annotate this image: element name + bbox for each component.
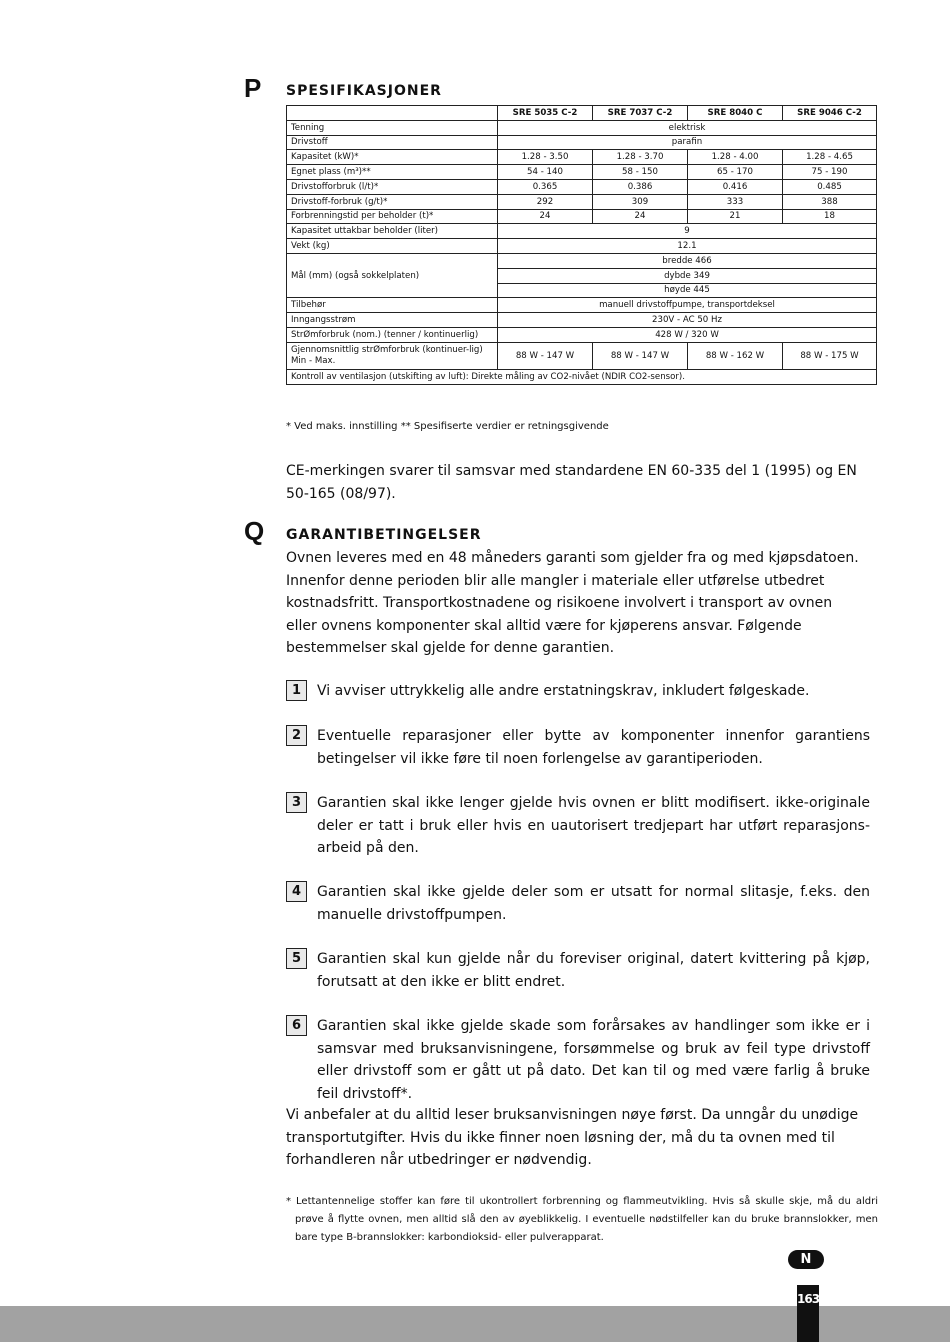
row-value: 1.28 - 3.50 [498,150,593,165]
row-label: Gjennomsnittlig strØmforbruk (kontinuer-lig) Min - Max. [287,342,498,369]
row-value: parafin [498,135,877,150]
section-letter-q: Q [244,516,265,546]
table-row [287,120,877,135]
table-row [287,209,877,224]
row-label: Kapasitet (kW)* [287,150,498,165]
row-label: Drivstoff-forbruk (g/t)* [287,194,498,209]
row-value: 24 [593,209,688,224]
row-value: 88 W - 162 W [688,342,783,369]
section-heading-garantibetingelser: GARANTIBETINGELSER [286,527,482,543]
page-number: 163 [797,1285,819,1342]
item-text: Eventuelle reparasjoner eller bytte av komponenter innenfor garantiens betingelser vil ikke føre til noen forlengelse av garantiperioden. [317,728,870,767]
row-value: 75 - 190 [783,165,877,180]
table-row [287,342,877,369]
table-header-model: SRE 8040 C [688,106,783,121]
table-row [287,179,877,194]
row-value: 18 [783,209,877,224]
row-label: Tenning [287,120,498,135]
list-item [286,948,870,993]
row-value: 54 - 140 [498,165,593,180]
flammable-footnote: * Lettantennelige stoffer kan føre til ukontrollert forbrenning og flammeutvikling. Hvis så skulle skje, må du aldri prøve å flytte ovnen, men alltid slå den av øyeblikkelig. I eventuelle nødstilfeller kan du bruke brannslokker, men bare type B-brannslokker: karbondioksid- eller pulverapparat. [286,1196,878,1243]
specifications-table [286,105,877,385]
row-label: Forbrenningstid per beholder (t)* [287,209,498,224]
row-label: Drivstofforbruk (l/t)* [287,179,498,194]
list-item [286,881,870,926]
row-value: 333 [688,194,783,209]
table-header-model: SRE 5035 C-2 [498,106,593,121]
row-value: 388 [783,194,877,209]
row-value: 0.365 [498,179,593,194]
warranty-intro: Ovnen leveres med en 48 måneders garanti som gjelder fra og med kjøpsdatoen. Innenfor denne perioden blir alle mangler i materiale eller utførelse utbedret kostnadsfritt. Transportkostnadene og risikoene involvert i transport av ovnen eller ovnens komponenter skal alltid være for kjøperens ansvar. Følgende bestemmelser skal gjelde for denne garantien. [286,550,859,656]
row-value: 12.1 [498,239,877,254]
closing-paragraph: Vi anbefaler at du alltid leser bruksanvisningen nøye først. Da unngår du unødige transportutgifter. Hvis du ikke finner noen løsning der, må du ta ovnen med til forhandleren når utbedringer er nødvendig. [286,1107,859,1168]
row-value: 88 W - 175 W [783,342,877,369]
row-value: bredde 466 [498,253,877,268]
table-row [287,194,877,209]
row-value: 1.28 - 4.00 [688,150,783,165]
row-value: 24 [498,209,593,224]
item-number: 2 [286,725,307,746]
table-row [287,239,877,254]
table-row [287,150,877,165]
table-row [287,313,877,328]
item-text: Garantien skal ikke gjelde skade som forårsakes av handlinger som ikke er i samsvar med bruksanvisningene, forsømmelse og bruk av feil type drivstoff eller drivstoff som er gått ut på dato. Det kan til og med være farlig å bruke feil drivstoff*. [317,1018,870,1102]
item-number: 3 [286,792,307,813]
row-value: manuell drivstoffpumpe, transportdeksel [498,298,877,313]
list-item [286,1015,870,1105]
table-row [287,369,877,384]
row-value: 58 - 150 [593,165,688,180]
table-row [287,298,877,313]
list-item [286,680,870,703]
row-label: Drivstoff [287,135,498,150]
table-row [287,224,877,239]
item-number: 1 [286,680,307,701]
item-text: Garantien skal kun gjelde når du foreviser original, datert kvittering på kjøp, forutsatt at den ikke er blitt endret. [317,951,870,990]
row-value: 9 [498,224,877,239]
item-number: 6 [286,1015,307,1036]
row-value: 230V - AC 50 Hz [498,313,877,328]
row-value: 21 [688,209,783,224]
row-value: 0.386 [593,179,688,194]
table-header-model: SRE 9046 C-2 [783,106,877,121]
section-letter-p: P [244,73,262,103]
table-row [287,327,877,342]
row-value: 65 - 170 [688,165,783,180]
row-value: 309 [593,194,688,209]
item-text: Garantien skal ikke lenger gjelde hvis ovnen er blitt modifisert. ikke-originale deler er tatt i bruk eller hvis en uautorisert tredjepart har utført reparasjons-arbeid på den. [317,795,870,856]
language-badge: N [788,1250,824,1269]
row-value: 1.28 - 4.65 [783,150,877,165]
row-label: StrØmforbruk (nom.) (tenner / kontinuerlig) [287,327,498,342]
section-heading-spesifikasjoner: SPESIFIKASJONER [286,83,442,99]
item-text: Vi avviser uttrykkelig alle andre erstatningskrav, inkludert følgeskade. [317,683,810,699]
row-value: 292 [498,194,593,209]
row-value: 88 W - 147 W [593,342,688,369]
row-label: Inngangsstrøm [287,313,498,328]
row-value: dybde 349 [498,268,877,283]
row-value: høyde 445 [498,283,877,298]
table-header-row [287,106,877,121]
list-item [286,792,870,860]
table-header-empty [287,106,498,121]
row-value: 428 W / 320 W [498,327,877,342]
row-label: Kontroll av ventilasjon (utskifting av luft): Direkte måling av CO2-nivået (NDIR CO2-sensor). [287,369,877,384]
row-label: Egnet plass (m³)** [287,165,498,180]
row-value: 0.416 [688,179,783,194]
table-row [287,135,877,150]
item-text: Garantien skal ikke gjelde deler som er utsatt for normal slitasje, f.eks. den manuelle drivstoffpumpen. [317,884,870,923]
table-header-model: SRE 7037 C-2 [593,106,688,121]
item-number: 5 [286,948,307,969]
row-label: Mål (mm) (også sokkelplaten) [287,253,498,297]
table-row [287,253,877,268]
table-row [287,165,877,180]
row-value: 88 W - 147 W [498,342,593,369]
row-label: Vekt (kg) [287,239,498,254]
table-footnote: * Ved maks. innstilling ** Spesifiserte verdier er retningsgivende [286,421,609,432]
item-number: 4 [286,881,307,902]
row-value: 1.28 - 3.70 [593,150,688,165]
row-value: 0.485 [783,179,877,194]
row-label: Tilbehør [287,298,498,313]
row-label: Kapasitet uttakbar beholder (liter) [287,224,498,239]
row-value: elektrisk [498,120,877,135]
list-item [286,725,870,770]
ce-marking-text: CE-merkingen svarer til samsvar med standardene EN 60-335 del 1 (1995) og EN 50-165 (08/97). [286,463,857,502]
